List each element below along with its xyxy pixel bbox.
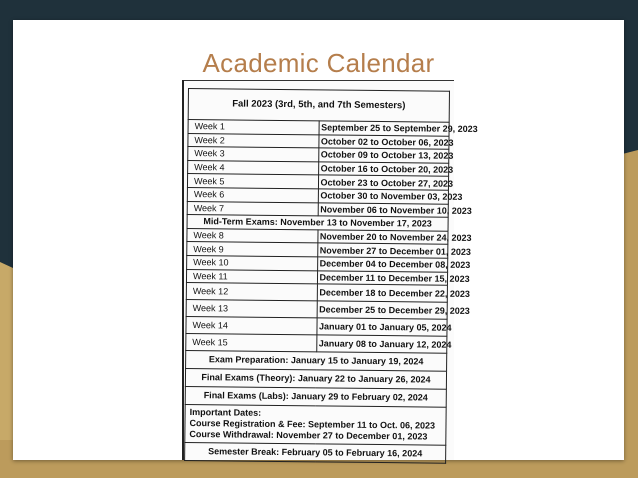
slide-title: Academic Calendar [202, 48, 435, 78]
important-dates-label: Important Dates: [189, 407, 262, 418]
week-row [186, 283, 447, 303]
week-label: Week 10 [187, 255, 318, 270]
midterm-exams-range: November 13 to November 17, 2023 [280, 217, 432, 230]
week-label: Week 14 [186, 317, 317, 335]
exam-preparation [186, 351, 447, 372]
semester-break-label: Semester Break: [208, 446, 282, 458]
final-exams-labs [185, 387, 446, 408]
week-date-range: October 09 to October 13, 2023 [318, 148, 449, 163]
week-label: Week 11 [186, 269, 317, 284]
week-date-range: November 27 to December 01, 2023 [317, 243, 448, 258]
gold-accent-shape [0, 262, 13, 440]
calendar-heading-text: Fall 2023 (3rd, 5th, and 7th Semesters) [232, 98, 406, 112]
exam-preparation-range: January 15 to January 19, 2024 [290, 355, 424, 367]
final-exams-labs-row [185, 387, 446, 408]
document-top-edge [184, 80, 454, 81]
final-exams-theory-label: Final Exams (Theory): [201, 372, 298, 384]
week-row [186, 300, 447, 320]
calendar-table [184, 88, 478, 464]
week-row [186, 334, 447, 354]
midterm-exams-label: Mid-Term Exams: [203, 216, 281, 228]
week-label: Week 12 [186, 283, 317, 301]
week-label: Week 2 [188, 133, 319, 148]
week-row [186, 317, 447, 337]
semester-break [185, 443, 446, 464]
week-date-range: October 02 to October 06, 2023 [318, 134, 449, 149]
important-dates [185, 405, 446, 446]
week-label: Week 6 [187, 187, 318, 202]
week-label: Week 9 [187, 242, 318, 257]
week-date-range: December 11 to December 15, 2023 [317, 270, 448, 285]
final-exams-labs-label: Final Exams (Labs): [203, 390, 292, 402]
week-date-range: October 30 to November 03, 2023 [318, 189, 449, 204]
calendar-sheet [184, 88, 478, 464]
calendar-heading-row [188, 89, 449, 123]
week-label: Week 1 [188, 120, 319, 135]
week-label: Week 15 [186, 334, 317, 352]
slide [13, 20, 624, 460]
week-date-range: December 04 to December 08, 2023 [317, 257, 448, 272]
week-label: Week 7 [187, 201, 318, 216]
week-date-range: December 25 to December 29, 2023 [317, 301, 448, 319]
calendar-heading [188, 89, 449, 123]
final-exams-theory-row [185, 369, 446, 390]
week-date-range: November 06 to November 10, 2023 [318, 202, 449, 217]
calendar-document [182, 80, 478, 460]
week-label: Week 13 [186, 300, 317, 318]
final-exams-labs-range: January 29 to February 02, 2024 [291, 391, 428, 403]
week-date-range: January 01 to January 05, 2024 [316, 318, 447, 336]
semester-break-row [185, 443, 446, 464]
final-exams-theory-range: January 22 to January 26, 2024 [297, 373, 431, 385]
final-exams-theory [185, 369, 446, 390]
exam-preparation-row [186, 351, 447, 372]
important-date-line: Course Withdrawal: November 27 to December 01, 2023 [189, 429, 428, 442]
week-date-range: November 20 to November 24, 2023 [317, 230, 448, 245]
week-label: Week 4 [188, 160, 319, 175]
week-date-range: September 25 to September 29, 2023 [319, 121, 450, 136]
week-label: Week 8 [187, 228, 318, 243]
week-label: Week 3 [188, 147, 319, 162]
important-dates-row [185, 405, 446, 446]
semester-break-range: February 05 to February 16, 2024 [281, 447, 423, 459]
week-date-range: October 16 to October 20, 2023 [318, 162, 449, 177]
exam-preparation-label: Exam Preparation: [208, 354, 291, 366]
week-date-range: January 08 to January 12, 2024 [316, 335, 447, 353]
week-label: Week 5 [187, 174, 318, 189]
important-date-line: Course Registration & Fee: September 11 to Oct. 06, 2023 [189, 418, 436, 431]
week-date-range: October 23 to October 27, 2023 [318, 175, 449, 190]
week-date-range: December 18 to December 22, 2023 [317, 284, 448, 302]
